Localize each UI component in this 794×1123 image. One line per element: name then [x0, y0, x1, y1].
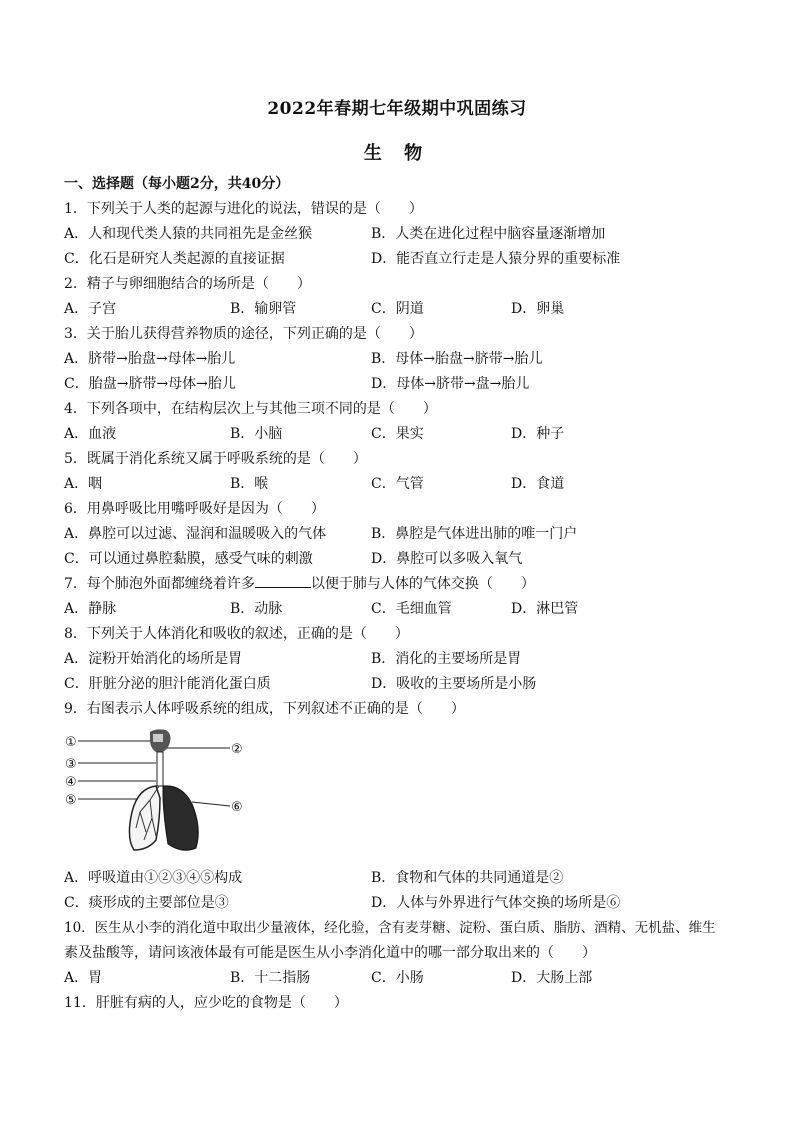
right-lung-shape: [163, 786, 198, 850]
q2-option-c: C．阴道: [371, 301, 424, 317]
diagram-label-4: ④: [65, 775, 77, 790]
q9-option-c: C．痰形成的主要部位是③: [64, 895, 229, 911]
q4-option-b: B．小脑: [230, 426, 283, 442]
q5-option-b: B．喉: [230, 476, 269, 492]
question-5-stem: 5．既属于消化系统又属于呼吸系统的是（ ）: [64, 451, 367, 467]
q8-option-b: B．消化的主要场所是胃: [371, 651, 522, 667]
q3-option-d: D．母体→脐带→盘→胎儿: [371, 376, 530, 392]
respiratory-system-diagram: [64, 728, 254, 858]
q7-option-c: C．毛细血管: [371, 601, 452, 617]
question-3-stem: 3．关于胎儿获得营养物质的途径，下列正确的是（ ）: [64, 326, 423, 342]
q5-option-d: D．食道: [511, 476, 565, 492]
leader-line-6: [192, 802, 230, 806]
q10-option-b: B．十二指肠: [230, 970, 311, 986]
q7-stem-pre: 7．每个肺泡外面都缠绕着许多: [64, 576, 255, 592]
question-10-stem-line2: 素及盐酸等，请问该液体最有可能是医生从小李消化道中的哪一部分取出来的（ ）: [64, 945, 596, 961]
q9-option-a: A．呼吸道由①②③④⑤构成: [64, 870, 243, 886]
q5-option-a: A．咽: [64, 476, 103, 492]
left-lung-shape: [129, 786, 160, 850]
q4-option-a: A．血液: [64, 426, 117, 442]
q6-option-b: B．鼻腔是气体进出肺的唯一门户: [371, 526, 578, 542]
q1-option-c: C．化石是研究人类起源的直接证据: [64, 251, 285, 267]
q6-option-c: C．可以通过鼻腔黏膜，感受气味的刺激: [64, 551, 313, 567]
q1-option-d: D．能否直立行走是人猿分界的重要标准: [371, 251, 621, 267]
question-11-stem: 11．肝脏有病的人，应少吃的食物是（ ）: [64, 995, 348, 1011]
q2-option-d: D．卵巢: [511, 301, 565, 317]
q4-option-d: D．种子: [511, 426, 565, 442]
q9-option-d: D．人体与外界进行气体交换的场所是⑥: [371, 895, 621, 911]
page-title: 2022年春期七年级期中巩固练习: [267, 99, 527, 119]
q3-option-b: B．母体→胎盘→脐带→胎儿: [371, 351, 543, 367]
question-4-stem: 4．下列各项中，在结构层次上与其他三项不同的是（ ）: [64, 401, 437, 417]
q7-option-d: D．淋巴管: [511, 601, 579, 617]
q10-option-c: C．小肠: [371, 970, 424, 986]
question-7-stem: [64, 575, 535, 593]
diagram-label-1: ①: [65, 735, 77, 750]
q7-stem-post: 以便于肺与人体的气体交换（ ）: [310, 576, 535, 592]
q8-option-a: A．淀粉开始消化的场所是胃: [64, 651, 243, 667]
q1-option-b: B．人类在进化过程中脑容量逐渐增加: [371, 226, 606, 242]
fill-blank: [255, 575, 311, 588]
question-6-stem: 6．用鼻呼吸比用嘴呼吸好是因为（ ）: [64, 501, 325, 517]
q7-option-b: B．动脉: [230, 601, 283, 617]
nasal-cavity-shape: [153, 734, 163, 742]
q7-option-a: A．静脉: [64, 601, 117, 617]
question-10-stem-line1: 10．医生从小李的消化道中取出少量液体，经化验，含有麦芽糖、淀粉、蛋白质、脂肪、酒精、无机盐、维生: [64, 920, 716, 936]
q5-option-c: C．气管: [371, 476, 424, 492]
q10-option-d: D．大肠上部: [511, 970, 593, 986]
diagram-label-3: ③: [65, 757, 77, 772]
q6-option-d: D．鼻腔可以多吸入氧气: [371, 551, 523, 567]
question-1-stem: 1．下列关于人类的起源与进化的说法，错误的是（ ）: [64, 201, 423, 217]
q4-option-c: C．果实: [371, 426, 424, 442]
diagram-label-6: ⑥: [231, 800, 243, 815]
question-8-stem: 8．下列关于人体消化和吸收的叙述，正确的是（ ）: [64, 626, 409, 642]
section-heading: 一、选择题（每小题2分，共40分）: [64, 176, 290, 192]
q10-option-a: A．胃: [64, 970, 103, 986]
q8-option-d: D．吸收的主要场所是小肠: [371, 676, 537, 692]
q9-option-b: B．食物和气体的共同通道是②: [371, 870, 564, 886]
diagram-label-5: ⑤: [65, 793, 77, 808]
q3-option-c: C．胎盘→脐带→母体→胎儿: [64, 376, 236, 392]
question-9-stem: 9．右图表示人体呼吸系统的组成，下列叙述不正确的是（ ）: [64, 701, 465, 717]
subject-title: 生 物: [363, 143, 431, 164]
q1-option-a: A．人和现代类人猿的共同祖先是金丝猴: [64, 226, 313, 242]
q6-option-a: A．鼻腔可以过滤、湿润和温暖吸入的气体: [64, 526, 327, 542]
q8-option-c: C．肝脏分泌的胆汁能消化蛋白质: [64, 676, 271, 692]
q3-option-a: A．脐带→胎盘→母体→胎儿: [64, 351, 236, 367]
q2-option-b: B．输卵管: [230, 301, 297, 317]
trachea-shape: [157, 752, 163, 786]
question-2-stem: 2．精子与卵细胞结合的场所是（ ）: [64, 276, 311, 292]
q2-option-a: A．子宫: [64, 301, 117, 317]
diagram-label-2: ②: [231, 742, 243, 757]
